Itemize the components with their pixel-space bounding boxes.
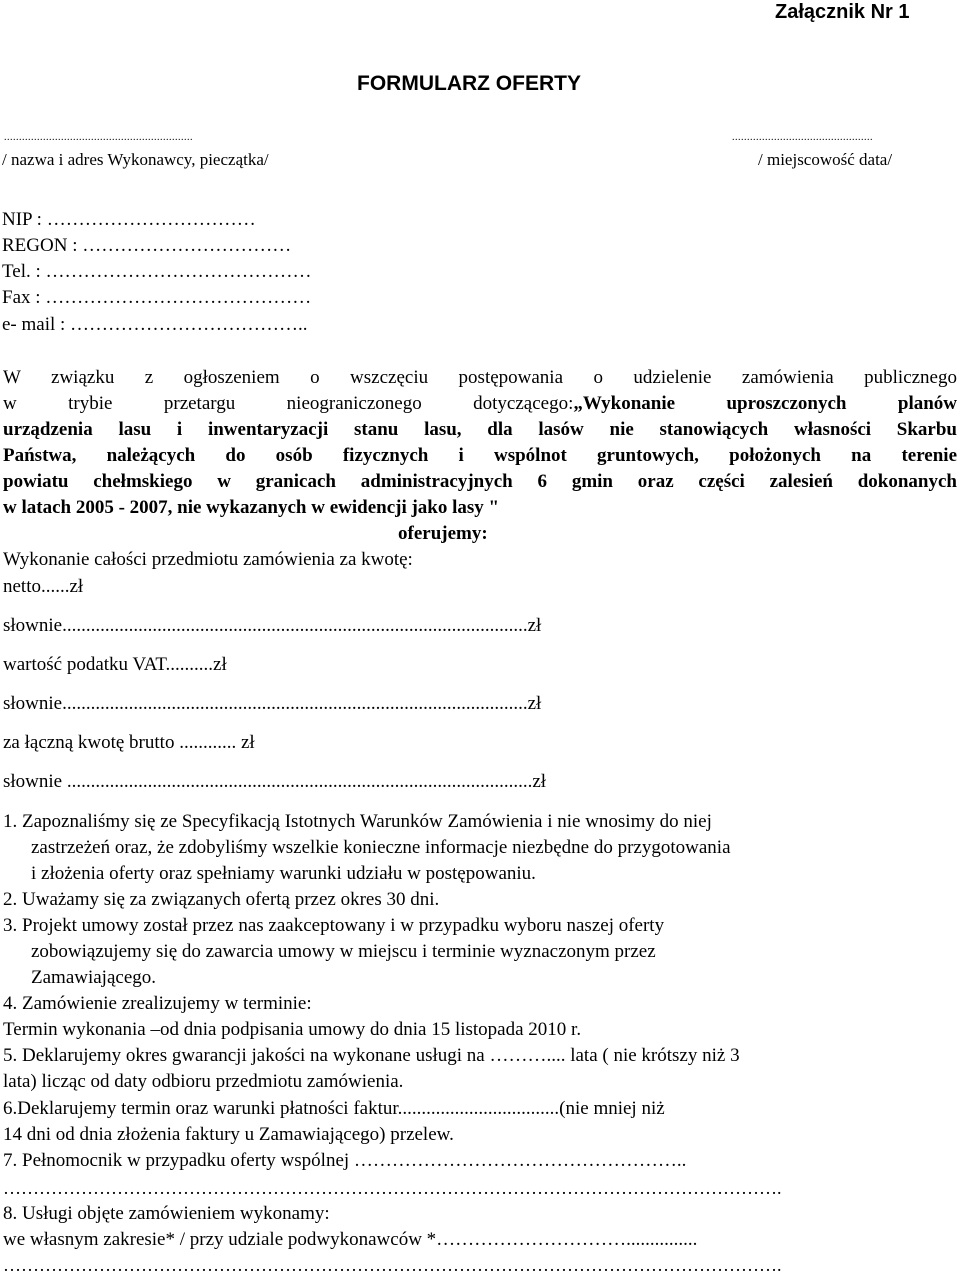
- point-1-line-2: zastrzeżeń oraz, że zdobyliśmy wszelkie konieczne informacje niezbędne do przygotowania: [31, 837, 731, 858]
- brutto-field: za łączną kwotę brutto ............ zł: [3, 732, 255, 753]
- point-3-line-2: zobowiązujemy się do zawarcia umowy w miejscu i terminie wyznaczonym przez: [31, 941, 656, 962]
- point-6-line-2: 14 dni od dnia złożenia faktury u Zamawiającego) przelew.: [3, 1124, 454, 1145]
- offer-heading: oferujemy:: [398, 523, 488, 544]
- point-8-dots: ………………………………………………………………………………………………………………….: [3, 1255, 782, 1275]
- point-5-line-1: 5. Deklarujemy okres gwarancji jakości na wykonane usługi na ……….... lata ( nie krótszy niż 3: [3, 1045, 740, 1066]
- point-3-line-1: 3. Projekt umowy został przez nas zaakceptowany i w przypadku wyboru naszej oferty: [3, 915, 665, 936]
- vat-field: wartość podatku VAT..........zł: [3, 654, 227, 675]
- point-1-line-3: i złożenia oferty oraz spełniamy warunki udziału w postępowaniu.: [31, 863, 536, 884]
- point-5-line-2: lata) licząc od daty odbioru przedmiotu zamówienia.: [3, 1071, 404, 1092]
- form-title: FORMULARZ OFERTY: [357, 72, 581, 95]
- place-date-dots: ...............................................: [732, 132, 873, 143]
- point-7: 7. Pełnomocnik w przypadku oferty wspólnej ……………………………………………..: [3, 1150, 687, 1171]
- intro-line-3: urządzenia lasu i inwentaryzacji stanu lasu, dla lasów nie stanowiących własności Skarbu: [3, 419, 957, 440]
- email-field: e- mail : ………………………………..: [2, 314, 308, 335]
- fax-field: Fax : ……………………………………: [2, 287, 312, 308]
- whole-price-label: Wykonanie całości przedmiotu zamówienia za kwotę:: [3, 549, 413, 570]
- contract-title-start: „Wykonanie uproszczonych planów: [573, 393, 958, 414]
- vat-words-field: słownie..................................................................................................zł: [3, 693, 542, 714]
- completion-term: Termin wykonania –od dnia podpisania umowy do dnia 15 listopada 2010 r.: [3, 1019, 582, 1040]
- regon-field: REGON : ……………………………: [2, 235, 292, 256]
- intro-line-2: [3, 392, 957, 416]
- point-8: 8. Usługi objęte zamówieniem wykonamy:: [3, 1203, 330, 1224]
- point-7-dots: ………………………………………………………………………………………………………………….: [3, 1178, 782, 1198]
- point-6-line-1: 6.Deklarujemy termin oraz warunki płatności faktur..................................(nie mniej niż: [3, 1098, 665, 1119]
- nip-field: NIP : ……………………………: [2, 209, 256, 230]
- point-3-line-3: Zamawiającego.: [31, 967, 157, 988]
- point-4: 4. Zamówienie zrealizujemy w terminie:: [3, 993, 312, 1014]
- brutto-words-field: słownie ..................................................................................................zł: [3, 771, 547, 792]
- tel-field: Tel. : ……………………………………: [2, 261, 312, 282]
- intro-line-2-plain: w trybie przetargu nieograniczonego dotyczącego:: [3, 393, 574, 414]
- intro-line-5: powiatu chełmskiego w granicach administracyjnych 6 gmin oraz części zalesień dokonanych: [3, 471, 957, 492]
- contractor-label: / nazwa i adres Wykonawcy, pieczątka/: [2, 150, 269, 169]
- intro-line-4: Państwa, należących do osób fizycznych i wspólnot gruntowych, położonych na terenie: [3, 445, 957, 466]
- intro-line-1: W związku z ogłoszeniem o wszczęciu postępowania o udzielenie zamówienia publicznego: [3, 367, 957, 388]
- place-date-label: / miejscowość data/: [758, 150, 893, 169]
- attachment-number: Załącznik Nr 1: [775, 1, 910, 23]
- intro-line-6: w latach 2005 - 2007, nie wykazanych w ewidencji jako lasy ": [3, 497, 500, 518]
- contractor-dots: ...............................................................: [4, 132, 193, 143]
- point-2: 2. Uważamy się za związanych ofertą przez okres 30 dni.: [3, 889, 440, 910]
- point-8-options: we własnym zakresie* / przy udziale podwykonawców *…………………………...............: [3, 1229, 698, 1250]
- point-1-line-1: 1. Zapoznaliśmy się ze Specyfikacją Istotnych Warunków Zamówienia i nie wnosimy do niej: [3, 811, 712, 832]
- netto-field: netto......zł: [3, 576, 84, 597]
- netto-words-field: słownie..................................................................................................zł: [3, 615, 542, 636]
